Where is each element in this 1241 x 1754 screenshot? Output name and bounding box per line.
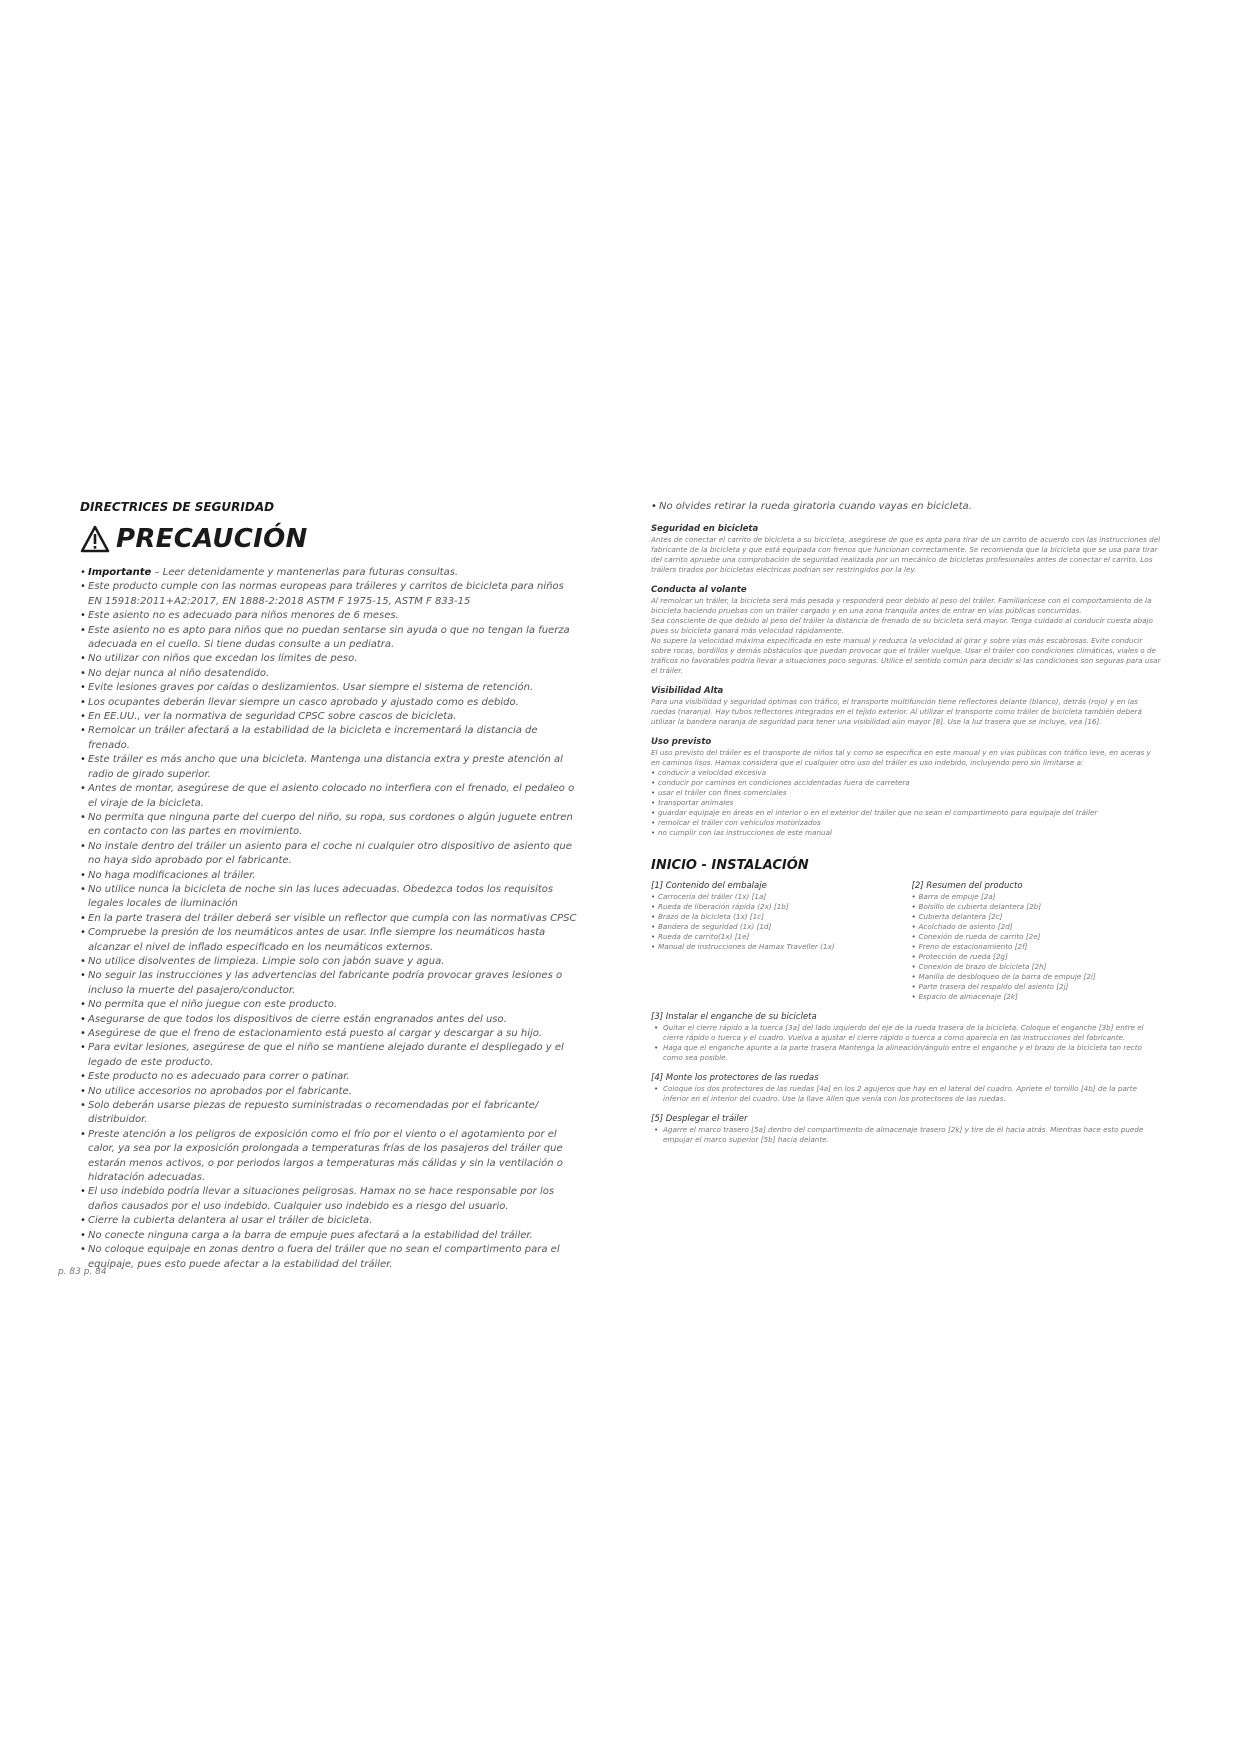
info-paragraph: El uso previsto del tráiler es el transporte de niños tal y como se especifica en este manual y en vías públicas con tráfico leve, en aceras y en caminos lisos. Hamax considera que el cualquier otro uso del tráiler es uso indebido, incluyendo pero sin limitarse a: [651,748,1151,767]
info-paragraph: Antes de conectar el carrito de bicicleta a su bicicleta, asegúrese de que es apta para tirar de un carrito de acuerdo con las instrucciones del fabricante de la bicicleta y que está equipada con frenos que funcionan correctamente. Se recomienda que la bicicleta que se usa para tirar del carrito apruebe una comprobación de seguridad realizada por un mecánico de bicicletas profesionales antes de conectar el carrito. Los tráilers tirados por bicicletas eléctricas podrían ser restringidos por la ley. [651,535,1161,574]
install-step-item: • Agarre el marco trasero [5a] dentro del compartimento de almacenaje trasero [2k] y tire de él hacia atrás. Mientras hace esto puede empujar el marco superior [5b] hacia delante. [651,1125,1162,1145]
info-list-item: • guardar equipaje en áreas en el interior o en el exterior del tráiler que no sean el compartimento para equipaje del tráiler [651,808,1162,818]
install-steps [651,1012,1162,1145]
safety-item: • Para evitar lesiones, asegúrese de que el niño se mantiene alejado durante el despliegado y el legado de este producto. [80,1041,580,1070]
install-overview [651,881,1162,1002]
important-label: Importante [88,567,152,578]
safety-heading: DIRECTRICES DE SEGURIDAD [80,500,275,514]
install-step-title: [3] Instalar el enganche de su bicicleta [651,1012,817,1022]
product-overview [912,881,1163,1002]
info-section-title: Visibilidad Alta [651,686,724,696]
info-section [651,524,1162,575]
install-title: INICIO - INSTALACIÓN [651,858,809,873]
package-item: • Rueda de carrito(1x) [1e] [651,932,902,942]
install-step-item: • Quitar el cierre rápido a la tuerca [3a] del lado izquierdo del eje de la rueda trasera de la bicicleta. Coloque el enganche [3b] entre el cierre rápido o tuerca y el cuadro. Vuelva a ajustar el cierre rápido o tuerca a como aparecía en las instrucciones del fabricante. [651,1023,1162,1043]
info-sections [651,524,1162,838]
safety-item: • Asegurarse de que todos los dispositivos de cierre están engranados antes del uso. [80,1013,580,1027]
safety-list [80,566,580,1272]
info-list-item: • remolcar el tráiler con vehículos motorizados [651,818,1162,828]
product-overview-list [912,892,1163,1002]
info-section-title: Uso previsto [651,737,712,747]
safety-item: • No conecte ninguna carga a la barra de empuje pues afectará a la estabilidad del tráiler. [80,1229,580,1243]
safety-item: • No permita que ninguna parte del cuerpo del niño, su ropa, sus cordones o algún juguete entren en contacto con las partes en movimiento. [80,811,580,840]
info-paragraph: Sea consciente de que debido al peso del tráiler la distancia de frenado de su bicicleta será mayor. Tenga cuidado al conducir cuesta abajo pues su bicicleta ganará más velocidad rápidamente. [651,616,1153,635]
safety-item: • Este tráiler es más ancho que una bicicleta. Mantenga una distancia extra y preste atención al radio de girado superior. [80,753,580,782]
safety-item: • Este asiento no es apto para niños que no puedan sentarse sin ayuda o que no tengan la fuerza adecuada en el cuello. Si tiene dudas consulte a un pediatra. [80,624,580,653]
lead-note: • No olvides retirar la rueda giratoria cuando vayas en bicicleta. [651,500,1162,514]
package-item: • Carrocería del tráiler (1x) [1a] [651,892,902,902]
safety-item: • Evite lesiones graves por caídas o deslizamientos. Usar siempre el sistema de retención. [80,681,580,695]
overview-item: • Cubierta delantera [2c] [912,912,1163,922]
safety-item: • Remolcar un tráiler afectará a la estabilidad de la bicicleta e incrementará la distancia de frenado. [80,724,580,753]
safety-item: • Este producto cumple con las normas europeas para tráileres y carritos de bicicleta para niños EN 15918:2011+A2:2017, EN 1888-2:2018 ASTM F 1975-15, ASTM F 833-15 [80,580,580,609]
info-list-item: • conducir por caminos en condiciones accidentadas fuera de carretera [651,778,1162,788]
safety-item: • No utilice accesorios no aprobados por el fabricante. [80,1085,580,1099]
info-column [651,500,1162,1145]
package-item: • Manual de instrucciones de Hamax Traveller (1x) [651,942,902,952]
info-paragraph: No supere la velocidad máxima especificada en este manual y reduzca la velocidad al girar y sobre vías más escabrosas. Evite conducir sobre rocas, bordillos y demás obstáculos que puedan provocar que el tráiler vuelque. Usar el tráiler con condiciones climáticas, viales o de tráficos no favorables podría llevar a situaciones poco seguras. Utilice el sentido común para decidir si las condiciones son seguras para usar el tráiler. [651,636,1161,675]
safety-item: • El uso indebido podría llevar a situaciones peligrosas. Hamax no se hace responsable por los daños causados por el uso indebido. Cualquier uso indebido es a riesgo del usuario. [80,1185,580,1214]
install-step-list [651,1084,1162,1104]
install-step-list [651,1023,1162,1063]
install-step-item: • Coloque los dos protectores de las ruedas [4a] en los 2 agujeros que hay en el lateral del cuadro. Apriete el tornillo [4b] de la parte inferior en el interior del cuadro. Use la llave Allen que venía con los protectores de las ruedas. [651,1084,1162,1104]
safety-item: • Antes de montar, asegúrese de que el asiento colocado no interfiera con el frenado, el pedaleo o el viraje de la bicicleta. [80,782,580,811]
warning-icon [80,525,110,553]
info-section [651,686,1162,727]
info-section [651,585,1162,676]
important-item [80,566,580,580]
overview-item: • Conexión de rueda de carrito [2e] [912,932,1163,942]
safety-item: • Este asiento no es adecuado para niños menores de 6 meses. [80,609,580,623]
overview-item: • Protección de rueda [2g] [912,952,1163,962]
package-contents-list [651,892,902,952]
safety-item: • En la parte trasera del tráiler deberá ser visible un reflector que cumpla con las normativas CPSC [80,912,580,926]
safety-item: • No utilizar con niños que excedan los límites de peso. [80,652,580,666]
package-item: • Bandera de seguridad (1x) [1d] [651,922,902,932]
caution-title: PRECAUCIÓN [116,524,308,554]
install-step [651,1114,1162,1145]
info-section [651,737,1162,838]
info-list-item: • transportar animales [651,798,1162,808]
safety-item: • No coloque equipaje en zonas dentro o fuera del tráiler que no sean el compartimento para el equipaje, pues esto puede afectar a la estabilidad del tráiler. [80,1243,580,1272]
package-item: • Rueda de liberación rápida (2x) [1b] [651,902,902,912]
overview-item: • Manilla de desbloqueo de la barra de empuje [2i] [912,972,1163,982]
info-paragraph: Al remolcar un tráiler, la bicicleta será más pesada y responderá peor debido al peso del tráiler. Familiarícese con el comportamiento de la bicicleta haciendo pruebas con un tráiler cargado y en una zona tranquila antes de entrar en vías públicas concurridas. [651,596,1152,615]
safety-item: • No instale dentro del tráiler un asiento para el coche ni cualquier otro dispositivo de asiento que no haya sido aprobado por el fabricante. [80,840,580,869]
package-contents-title: [1] Contenido del embalaje [651,881,767,891]
overview-item: • Conexión de brazo de bicicleta [2h] [912,962,1163,972]
overview-item: • Bolsillo de cubierta delantera [2b] [912,902,1163,912]
install-step-title: [4] Monte los protectores de las ruedas [651,1073,819,1083]
safety-item: • Los ocupantes deberán llevar siempre un casco aprobado y ajustado como es debido. [80,696,580,710]
info-list-item: • conducir a velocidad excesiva [651,768,1162,778]
safety-item: • Asegúrese de que el freno de estacionamiento está puesto al cargar y descargar a su hijo. [80,1027,580,1041]
info-list-item: • no cumplir con las instrucciones de este manual [651,828,1162,838]
install-step [651,1012,1162,1063]
important-text: – Leer detenidamente y mantenerlas para futuras consultas. [151,567,459,578]
caution-header [80,520,580,558]
install-step-title: [5] Desplegar el tráiler [651,1114,748,1124]
install-step [651,1073,1162,1104]
package-item: • Brazo de la bicicleta (1x) [1c] [651,912,902,922]
safety-item: • Compruebe la presión de los neumáticos antes de usar. Infle siempre los neumáticos hasta alcanzar el nivel de inflado especificado en los neumáticos externos. [80,926,580,955]
install-step-item: • Haga que el enganche apunte a la parte trasera Mantenga la alineación/ángulo entre el enganche y el brazo de la bicicleta tan recto como sea posible. [651,1043,1162,1063]
safety-item: • Solo deberán usarse piezas de repuesto suministradas o recomendadas por el fabricante/ distribuidor. [80,1099,580,1128]
safety-item: • Preste atención a los peligros de exposición como el frío por el viento o el agotamiento por el calor, ya sea por la exposición prolongada a temperaturas frías de los pasajeros del tráiler que estarán menos activos, o por periodos largos a temperaturas más cálidas y sin la ventilación o hidratación adecuadas. [80,1128,580,1186]
safety-item: • No utilice disolventes de limpieza. Limpie solo con jabón suave y agua. [80,955,580,969]
safety-item: • No dejar nunca al niño desatendido. [80,667,580,681]
safety-item: • En EE.UU., ver la normativa de seguridad CPSC sobre cascos de bicicleta. [80,710,580,724]
safety-item: • No permita que el niño juegue con este producto. [80,998,580,1012]
product-overview-title: [2] Resumen del producto [911,881,1023,891]
overview-item: • Barra de empuje [2a] [912,892,1163,902]
package-contents [651,881,902,1002]
info-paragraph: Para una visibilidad y seguridad óptimas con tráfico, el transporte multifunción tiene reflectores delante (blanco), detrás (rojo) y en las ruedas (naranja). Hay tubos reflectores integrados en el tejido exterior. Al utilizar el transporte como tráiler de bicicleta también deberá utilizar la bandera naranja de seguridad para tener una visibilidad aún mayor [8]. Use la luz trasera que se incluye, vea [16]. [651,697,1142,726]
info-list-item: • usar el tráiler con fines comerciales [651,788,1162,798]
safety-item: • No haga modificaciones al tráiler. [80,869,580,883]
install-step-list [651,1125,1162,1145]
safety-item: • No seguir las instrucciones y las advertencias del fabricante podría provocar graves lesiones o incluso la muerte del pasajero/conductor. [80,969,580,998]
info-list [651,768,1162,838]
safety-item: • Cierre la cubierta delantera al usar el tráiler de bicicleta. [80,1214,580,1228]
page-reference: p. 83 p. 84 [58,1267,107,1277]
overview-item: • Acolchado de asiento [2d] [912,922,1163,932]
info-section-title: Conducta al volante [651,585,747,595]
safety-column [80,500,580,1272]
overview-item: • Freno de estacionamiento [2f] [912,942,1163,952]
overview-item: • Parte trasera del respaldo del asiento [2j] [912,982,1163,992]
safety-item: • Este producto no es adecuado para correr o patinar. [80,1070,580,1084]
safety-item: • No utilice nunca la bicicleta de noche sin las luces adecuadas. Obedezca todos los requisitos legales locales de iluminación [80,883,580,912]
info-section-title: Seguridad en bicicleta [651,524,759,534]
overview-item: • Espacio de almacenaje [2k] [912,992,1163,1002]
